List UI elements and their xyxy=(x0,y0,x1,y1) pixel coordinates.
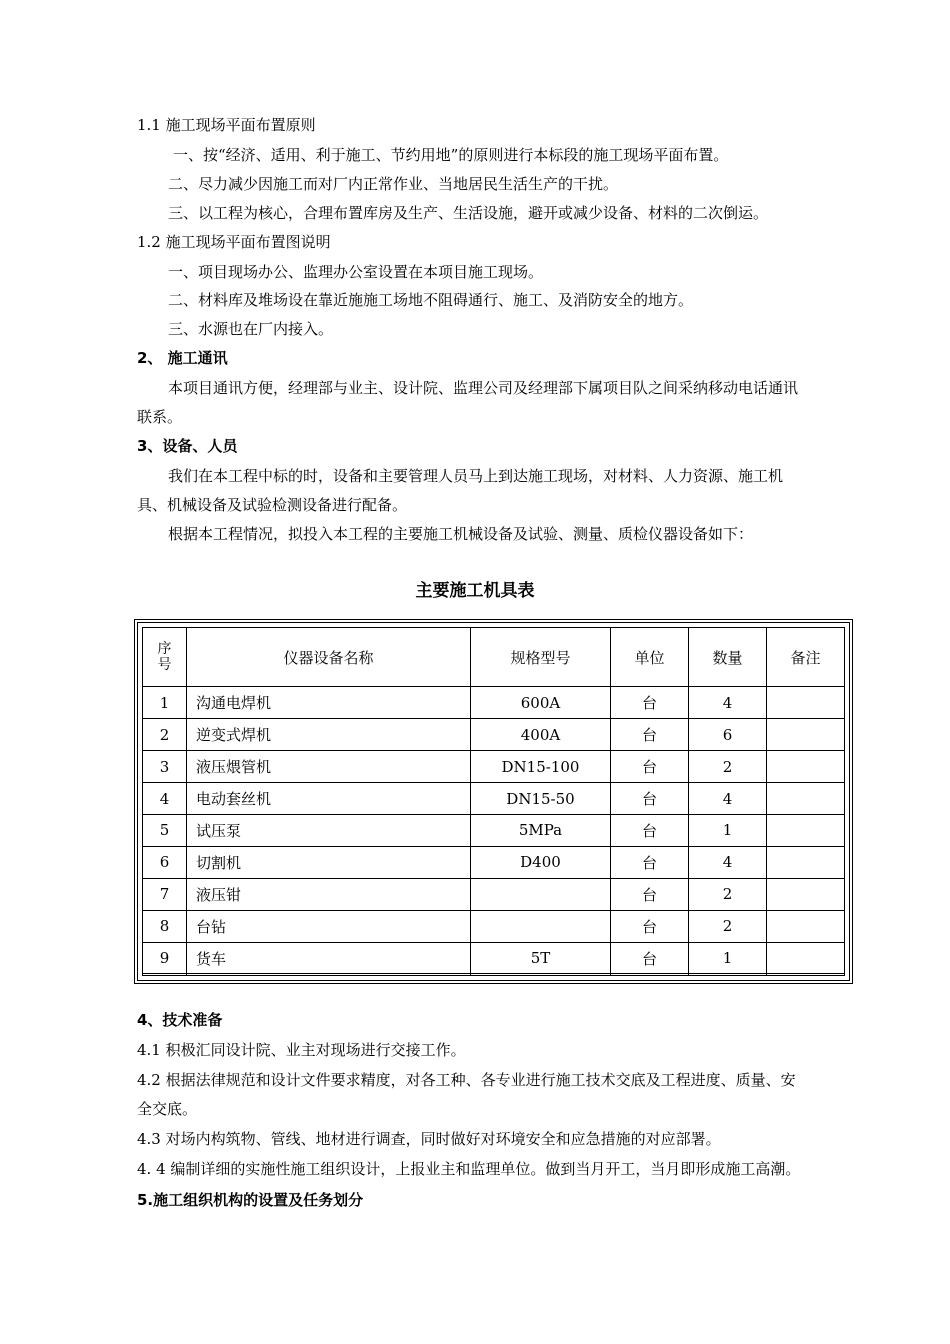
table-header-row xyxy=(143,628,845,687)
cell-seq: 5 xyxy=(143,815,187,847)
section-1-2-item-2: 二、材料库及堆场设在靠近施施工场地不阻碍通行、施工、及消防安全的地方。 xyxy=(168,291,694,309)
cell-spec: DN15-50 xyxy=(471,783,611,815)
cell-unit: 台 xyxy=(611,942,689,974)
cell-unit: 台 xyxy=(611,783,689,815)
header-seq: 序 号 xyxy=(143,628,187,687)
cell-name: 沟通电焊机 xyxy=(187,687,471,719)
section-4-line-5: 4. 4 编制详细的实施性施工组织设计，上报业主和监理单位。做到当月开工，当月即形成施工高潮。 xyxy=(137,1160,801,1178)
cell-spec xyxy=(471,910,611,942)
cell-name: 货车 xyxy=(187,942,471,974)
cell-name: 液压钳 xyxy=(187,878,471,910)
cell-name xyxy=(187,974,471,976)
cell-seq: 4 xyxy=(143,783,187,815)
table-row xyxy=(143,751,845,783)
cell-qty: 2 xyxy=(689,751,767,783)
cell-qty: 4 xyxy=(689,846,767,878)
section-3-line-3: 根据本工程情况，拟投入本工程的主要施工机械设备及试验、测量、质检仪器设备如下： xyxy=(168,525,754,543)
section-1-2-item-1: 一、项目现场办公、监理办公室设置在本项目施工现场。 xyxy=(168,263,544,281)
section-4-line-3: 全交底。 xyxy=(137,1100,198,1118)
cell-unit xyxy=(611,974,689,976)
section-4-line-1: 4.1 积极汇同设计院、业主对现场进行交接工作。 xyxy=(137,1041,466,1059)
cell-qty: 1 xyxy=(689,942,767,974)
cell-spec: 5T xyxy=(471,942,611,974)
cell-note xyxy=(767,942,845,974)
section-5-heading: 5.施工组织机构的设置及任务划分 xyxy=(137,1191,364,1209)
section-1-1-item-1: 一、按“经济、适用、利于施工、节约用地”的原则进行本标段的施工现场平面布置。 xyxy=(173,146,729,164)
section-3-heading: 3、设备、人员 xyxy=(137,437,238,455)
cell-name: 试压泵 xyxy=(187,815,471,847)
cell-unit: 台 xyxy=(611,815,689,847)
section-4-line-4: 4.3 对场内构筑物、管线、地材进行调查，同时做好对环境安全和应急措施的对应部署。 xyxy=(137,1130,721,1148)
cell-qty: 4 xyxy=(689,783,767,815)
cell-note xyxy=(767,974,845,976)
cell-spec: 5MPa xyxy=(471,815,611,847)
cell-note xyxy=(767,687,845,719)
cell-note xyxy=(767,751,845,783)
cell-note xyxy=(767,815,845,847)
table-title: 主要施工机具表 xyxy=(415,581,535,601)
equipment-table xyxy=(142,627,845,976)
table-row xyxy=(143,878,845,910)
section-2-line-1: 本项目通讯方便，经理部与业主、设计院、监理公司及经理部下属项目队之间采纳移动电话通讯 xyxy=(168,379,799,397)
header-note: 备注 xyxy=(767,628,845,687)
table-row xyxy=(143,846,845,878)
header-unit: 单位 xyxy=(611,628,689,687)
section-2-line-2: 联系。 xyxy=(137,408,183,426)
header-qty: 数量 xyxy=(689,628,767,687)
cell-name: 液压煨管机 xyxy=(187,751,471,783)
table-row xyxy=(143,815,845,847)
table-row xyxy=(143,910,845,942)
cell-qty: 6 xyxy=(689,719,767,751)
cell-seq: 3 xyxy=(143,751,187,783)
section-3-line-1: 我们在本工程中标的时，设备和主要管理人员马上到达施工现场，对材料、人力资源、施工机 xyxy=(168,467,784,485)
section-1-1-item-2: 二、尽力减少因施工而对厂内正常作业、当地居民生活生产的干扰。 xyxy=(168,175,619,193)
cell-unit: 台 xyxy=(611,751,689,783)
header-name: 仪器设备名称 xyxy=(187,628,471,687)
cell-note xyxy=(767,719,845,751)
section-4-line-2: 4.2 根据法律规范和设计文件要求精度，对各工种、各专业进行施工技术交底及工程进度、质量、安 xyxy=(137,1071,796,1089)
cell-spec: D400 xyxy=(471,846,611,878)
cell-seq: 7 xyxy=(143,878,187,910)
cell-name: 逆变式焊机 xyxy=(187,719,471,751)
cell-seq: 9 xyxy=(143,942,187,974)
section-2-heading: 2、 施工通讯 xyxy=(137,349,228,367)
cell-unit: 台 xyxy=(611,846,689,878)
cell-seq: 2 xyxy=(143,719,187,751)
cell-qty: 2 xyxy=(689,910,767,942)
table-row xyxy=(143,942,845,974)
cell-name: 切割机 xyxy=(187,846,471,878)
cell-qty: 4 xyxy=(689,687,767,719)
cell-spec xyxy=(471,974,611,976)
cell-seq: 6 xyxy=(143,846,187,878)
table-row xyxy=(143,719,845,751)
cell-note xyxy=(767,878,845,910)
cell-seq xyxy=(143,974,187,976)
cell-unit: 台 xyxy=(611,719,689,751)
cell-spec: DN15-100 xyxy=(471,751,611,783)
cell-note xyxy=(767,910,845,942)
cell-unit: 台 xyxy=(611,878,689,910)
cell-spec xyxy=(471,878,611,910)
section-1-1-heading: 1.1 施工现场平面布置原则 xyxy=(137,116,316,134)
cell-qty xyxy=(689,974,767,976)
cell-qty: 1 xyxy=(689,815,767,847)
cell-spec: 400A xyxy=(471,719,611,751)
section-1-1-item-3: 三、以工程为核心，合理布置库房及生产、生活设施，避开或减少设备、材料的二次倒运。 xyxy=(168,204,769,222)
section-1-2-item-3: 三、水源也在厂内接入。 xyxy=(168,320,334,338)
cell-unit: 台 xyxy=(611,687,689,719)
cell-spec: 600A xyxy=(471,687,611,719)
cell-note xyxy=(767,783,845,815)
cell-name: 台钻 xyxy=(187,910,471,942)
cell-unit: 台 xyxy=(611,910,689,942)
cell-seq: 8 xyxy=(143,910,187,942)
cell-seq: 1 xyxy=(143,687,187,719)
cell-note xyxy=(767,846,845,878)
cell-name: 电动套丝机 xyxy=(187,783,471,815)
section-4-heading: 4、技术准备 xyxy=(137,1011,223,1029)
section-3-line-2: 具、机械设备及试验检测设备进行配备。 xyxy=(137,496,408,514)
header-spec: 规格型号 xyxy=(471,628,611,687)
section-1-2-heading: 1.2 施工现场平面布置图说明 xyxy=(137,233,331,251)
table-row xyxy=(143,974,845,976)
equipment-table-frame xyxy=(134,619,853,984)
cell-qty: 2 xyxy=(689,878,767,910)
table-row xyxy=(143,783,845,815)
table-row xyxy=(143,687,845,719)
